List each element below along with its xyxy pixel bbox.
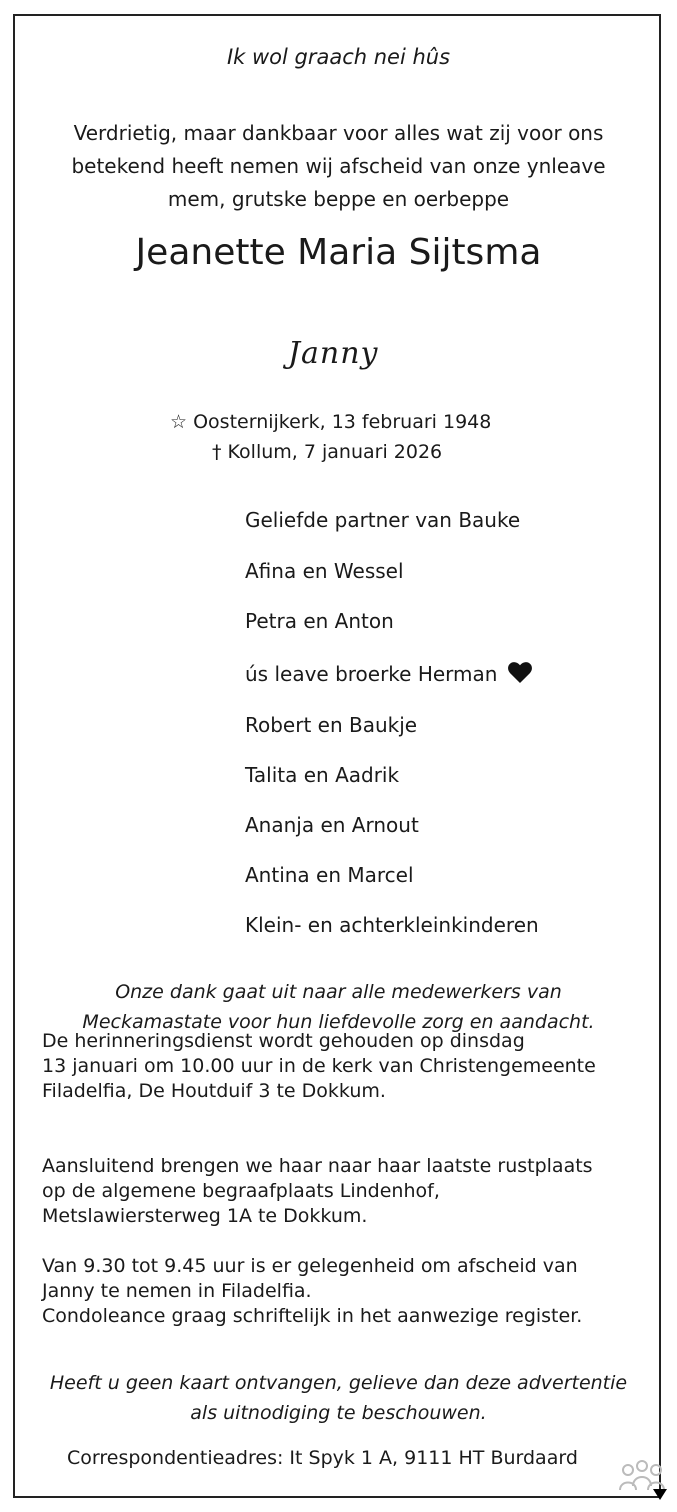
signature-nickname: Janny <box>288 336 379 371</box>
farewell-line: Van 9.30 tot 9.45 uur is er gelegenheid om afscheid van <box>42 1255 578 1277</box>
thanks-text <box>0 977 677 1037</box>
thanks-line: Onze dank gaat uit naar alle medewerkers van <box>115 981 562 1003</box>
note-line: Heeft u geen kaart ontvangen, gelieve dan deze advertentie <box>49 1372 628 1394</box>
farewell-paragraph <box>42 1254 582 1329</box>
note-line: als uitnodiging te beschouwen. <box>190 1402 487 1424</box>
relative-line: Klein- en achterkleinkinderen <box>245 913 539 937</box>
motto: Ik wol graach nei hûs <box>226 45 451 69</box>
service-paragraph <box>42 1029 596 1104</box>
intro-text <box>0 117 677 216</box>
burial-line: Aansluitend brengen we haar naar haar laatste rustplaats <box>42 1155 593 1177</box>
relative-line: Robert en Baukje <box>245 713 418 737</box>
birth-line <box>170 411 491 433</box>
star-icon: ☆ <box>170 411 188 433</box>
heart-icon <box>508 662 532 683</box>
cross-icon: † <box>212 441 222 463</box>
burial-line: Metslawiersterweg 1A te Dokkum. <box>42 1205 368 1227</box>
birth-date: Oosternijkerk, 13 februari 1948 <box>193 411 492 433</box>
scroll-down-arrow-icon[interactable] <box>653 1489 667 1500</box>
intro-line: mem, grutske beppe en oerbeppe <box>167 187 510 211</box>
relative-line: Afina en Wessel <box>245 559 404 583</box>
relative-line: Ananja en Arnout <box>245 813 419 837</box>
burial-paragraph <box>42 1154 593 1229</box>
burial-line: op de algemene begraafplaats Lindenhof, <box>42 1180 440 1202</box>
deceased-name: Jeanette Maria Sijtsma <box>135 232 542 273</box>
relative-line: Geliefde partner van Bauke <box>245 508 521 532</box>
relative-line: Antina en Marcel <box>245 863 414 887</box>
service-line: Filadelfia, De Houtduif 3 te Dokkum. <box>42 1080 386 1102</box>
death-line <box>212 441 442 463</box>
farewell-line: Condoleance graag schriftelijk in het aanwezige register. <box>42 1305 583 1327</box>
card-note <box>0 1368 677 1428</box>
intro-line: betekend heeft nemen wij afscheid van onze ynleave <box>71 154 606 178</box>
correspondence-address: Correspondentieadres: It Spyk 1 A, 9111 HT Burdaard <box>67 1447 578 1469</box>
service-line: De herinneringsdienst wordt gehouden op dinsdag <box>42 1030 525 1052</box>
death-date: Kollum, 7 januari 2026 <box>227 441 443 463</box>
relative-line-with-heart <box>245 662 532 686</box>
relative-line: Talita en Aadrik <box>245 763 400 787</box>
farewell-line: Janny te nemen in Filadelfia. <box>42 1280 312 1302</box>
thanks-line: Meckamastate voor hun liefdevolle zorg en aandacht. <box>82 1011 595 1033</box>
relative-line: Petra en Anton <box>245 609 394 633</box>
intro-line: Verdrietig, maar dankbaar voor alles wat zij voor ons <box>73 121 604 145</box>
service-line: 13 januari om 10.00 uur in de kerk van Christengemeente <box>42 1055 596 1077</box>
relative-line: ús leave broerke Herman <box>245 662 498 686</box>
